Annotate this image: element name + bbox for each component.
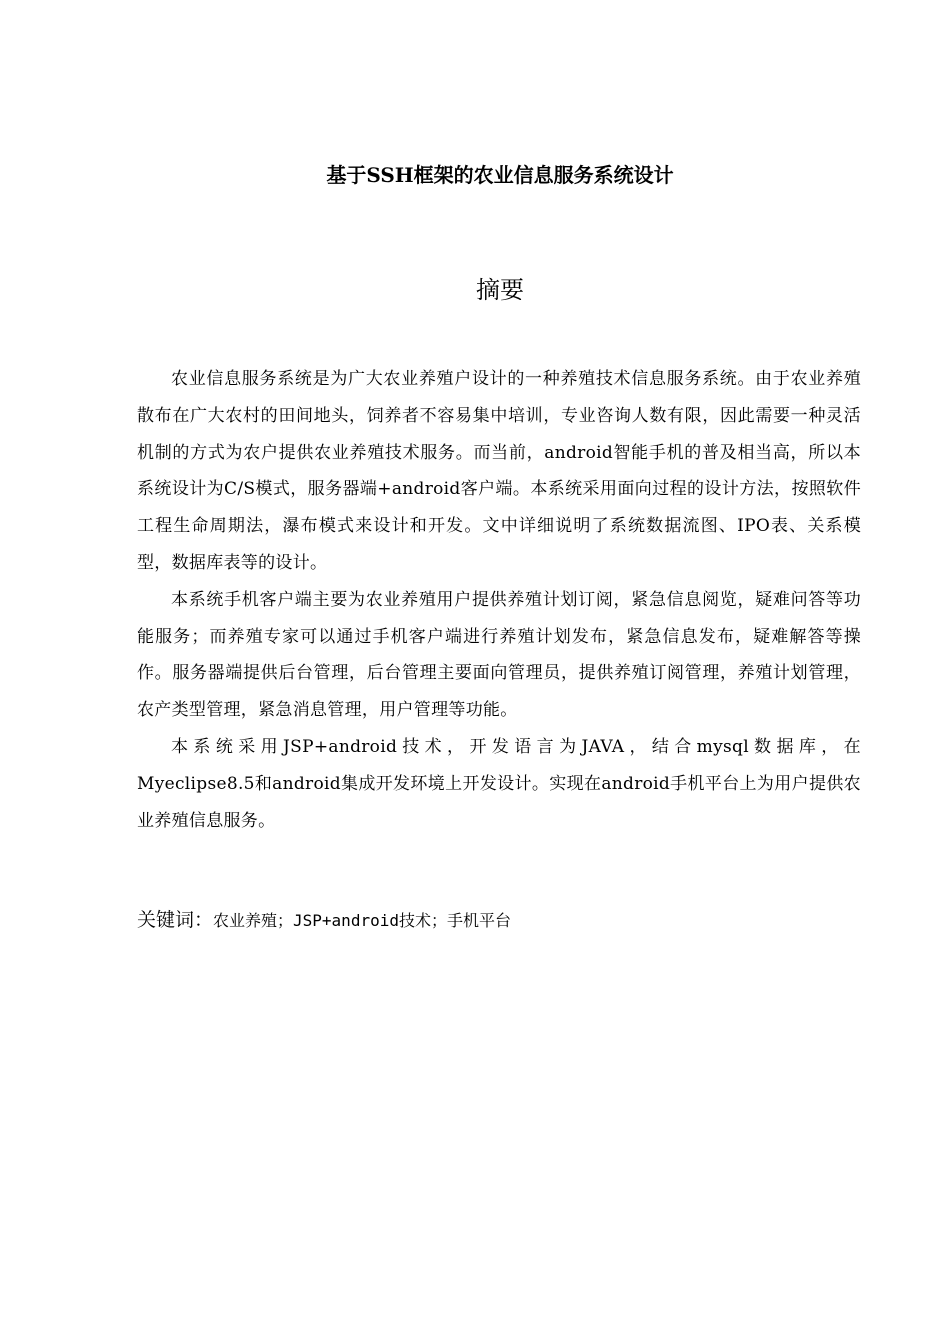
abstract-paragraph-2: 本系统手机客户端主要为农业养殖用户提供养殖计划订阅，紧急信息阅览，疑难问答等功能服务；而养殖专家可以通过手机客户端进行养殖计划发布，紧急信息发布，疑难解答等操作。服务器端提供后台管理，后台管理主要面向管理员，提供养殖订阅管理，养殖计划管理，农产类型管理，紧急消息管理，用户管理等功能。 [137, 589, 861, 721]
abstract-paragraph-1: 农业信息服务系统是为广大农业养殖户设计的一种养殖技术信息服务系统。由于农业养殖散布在广大农村的田间地头，饲养者不容易集中培训，专业咨询人数有限，因此需要一种灵活机制的方式为农户提供农业养殖技术服务。而当前，android智能手机的普及相当高，所以本系统设计为C/S模式，服务器端+android客户端。本系统采用面向过程的设计方法，按照软件工程生命周期法，瀑布模式来设计和开发。文中详细说明了系统数据流图、IPO表、关系模型，数据库表等的设计。 [137, 369, 861, 573]
abstract-paragraph-3: 本系统采用JSP+android技术，开发语言为JAVA，结合mysql数据库，在Myeclipse8.5和android集成开发环境上开发设计。实现在android手机平台上为用户提供农业养殖信息服务。 [137, 736, 861, 831]
keywords-value: 农业养殖；JSP+android技术；手机平台 [213, 911, 511, 930]
keywords-label: 关键词： [137, 909, 214, 931]
keywords-line [137, 905, 861, 936]
abstract-body [137, 361, 861, 839]
abstract-heading: 摘要 [476, 276, 524, 304]
document-title: 基于SSH框架的农业信息服务系统设计 [326, 163, 674, 187]
